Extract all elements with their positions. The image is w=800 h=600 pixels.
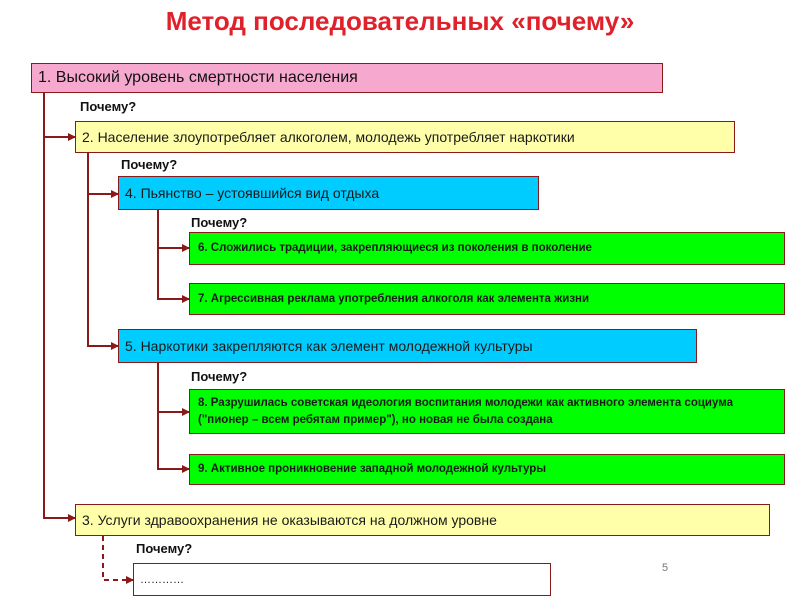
cause-box-placeholder bbox=[133, 563, 551, 596]
cause-box-4-text: 4. Пьянство – устоявшийся вид отдыха bbox=[125, 185, 380, 201]
cause-box-7-text: 7. Агрессивная реклама употребления алкоголя как элемента жизни bbox=[198, 292, 590, 305]
page-title: Метод последовательных «почему» bbox=[165, 6, 635, 36]
cause-box-placeholder-text: ………… bbox=[140, 573, 184, 586]
why-label-4: Почему? bbox=[191, 215, 248, 230]
cause-box-2 bbox=[75, 121, 735, 153]
cause-box-6-text: 6. Сложились традиции, закрепляющиеся из поколения в поколение bbox=[198, 242, 592, 254]
cause-box-9 bbox=[189, 454, 785, 485]
why-label-2: Почему? bbox=[121, 157, 178, 172]
cause-box-5-text: 5. Наркотики закрепляются как элемент молодежной культуры bbox=[125, 338, 533, 354]
cause-box-7 bbox=[189, 283, 785, 315]
cause-box-3-text: 3. Услуги здравоохранения не оказываются на должном уровне bbox=[82, 512, 497, 528]
cause-box-4 bbox=[118, 176, 539, 210]
cause-box-5 bbox=[118, 329, 697, 363]
cause-box-8 bbox=[189, 389, 785, 434]
cause-box-2-text: 2. Население злоупотребляет алкоголем, молодежь употребляет наркотики bbox=[82, 129, 575, 145]
cause-box-9-text: 9. Активное проникновение западной молодежной культуры bbox=[198, 463, 547, 475]
page-number: 5 bbox=[662, 562, 669, 574]
cause-box-3 bbox=[75, 504, 770, 536]
why-label-1: Почему? bbox=[80, 99, 137, 114]
cause-box-6 bbox=[189, 232, 785, 265]
why-label-5: Почему? bbox=[191, 369, 248, 384]
cause-box-1-text: 1. Высокий уровень смертности населения bbox=[38, 69, 358, 86]
cause-box-1 bbox=[31, 63, 663, 93]
why-label-3: Почему? bbox=[136, 541, 193, 556]
cause-box-8-text: 8. Разрушилась советская идеология воспитания молодежи как активного элемента социума ("пионер – всем ребятам пример"), но новая не была создана bbox=[198, 396, 733, 426]
